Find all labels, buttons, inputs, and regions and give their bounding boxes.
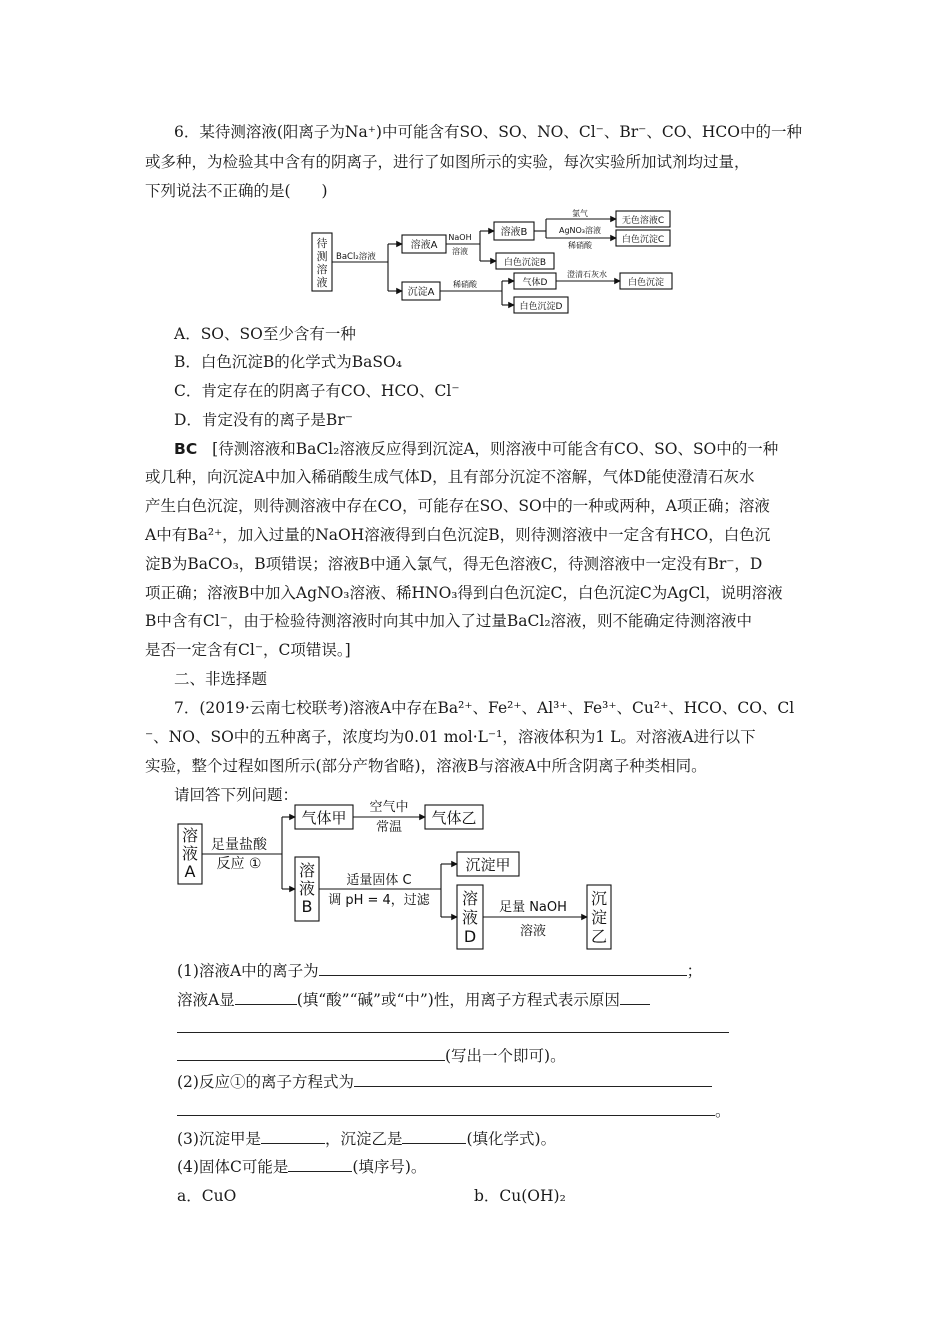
q7-sub1-line1: (1)溶液A中的离子为 ；	[177, 962, 703, 980]
q7-prompt: 请回答下列问题：	[174, 786, 299, 804]
q6-explanation-line7: B中含有Cl⁻，由于检验待测溶液时向其中加入了过量BaCl₂溶液，则不能确定待测溶液中	[145, 612, 753, 630]
start-char-2: 测	[316, 250, 328, 263]
reagent-hno3: 稀硝酸	[453, 280, 477, 289]
q7-stem-line2: ⁻、NO、SO中的五种离子，浓度均为0.01 mol·L⁻¹，溶液体积为1 L。对溶液A进行以下	[145, 728, 756, 746]
condition-room-temp: 常温	[375, 820, 403, 835]
box-solution-b: 溶液B	[500, 227, 528, 238]
q7-choice-a: a．CuO	[177, 1187, 237, 1205]
reagent-limewater: 澄清石灰水	[567, 270, 607, 279]
reagent-naoh-solution: 溶液	[452, 247, 468, 256]
sol-d-char-2: 液	[461, 908, 479, 927]
answer-blank-reason-start[interactable]	[620, 989, 650, 1005]
box-white-ppt-c: 白色沉淀C	[621, 235, 665, 245]
box-gas-jia: 气体甲	[301, 809, 347, 827]
reaction-one-label: 反应 ①	[216, 856, 262, 872]
q6-option-c: C．肯定存在的阴离子有CO、HCO、Cl⁻	[174, 382, 460, 400]
q7-choice-b: b．Cu(OH)₂	[474, 1187, 566, 1205]
answer-blank-equation-cont[interactable]	[177, 1100, 715, 1116]
q6-explanation-line8: 是否一定含有Cl⁻，C项错误。]	[145, 641, 351, 659]
q6-explanation-line6: 项正确；溶液B中加入AgNO₃溶液、稀HNO₃得到白色沉淀C，白色沉淀C为AgCl，说明溶液	[145, 584, 783, 602]
box-gas-d: 气体D	[522, 278, 548, 288]
q7-sub1-line2: 溶液A显 (填“酸”“碱”或“中”)性，用离子方程式表示原因	[177, 989, 650, 1011]
box-gas-yi: 气体乙	[431, 809, 477, 827]
start-char-4: 液	[316, 276, 328, 289]
box-ppt-jia: 沉淀甲	[465, 856, 511, 874]
q7-sub3: (3)沉淀甲是 ，沉淀乙是 (填化学式)。	[177, 1130, 557, 1148]
q6-flow-diagram	[300, 208, 710, 318]
answer-blank-reason-end[interactable]	[177, 1045, 445, 1061]
answer-blank-ppt-jia[interactable]	[261, 1128, 325, 1144]
box-colorless-c: 无色溶液C	[621, 216, 665, 226]
reagent-bacl2: BaCl₂溶液	[336, 252, 376, 262]
start-char-1: 待	[316, 237, 328, 250]
q6-explanation-line1: BC [待测溶液和BaCl₂溶液反应得到沉淀A，则溶液中可能含有CO、SO、SO中的一种	[174, 440, 779, 458]
sol-a-char-3: A	[184, 862, 196, 881]
answer-blank-reason[interactable]	[177, 1017, 729, 1033]
q7-sub1-line3	[177, 1017, 729, 1039]
ppt-yi-char-3: 乙	[590, 927, 608, 946]
start-char-3: 溶	[316, 263, 328, 276]
condition-air: 空气中	[369, 800, 409, 815]
q7-sub4: (4)固体C可能是 (填序号)。	[177, 1158, 427, 1176]
ppt-yi-char-2: 淀	[590, 908, 608, 927]
q6-option-d: D．肯定没有的离子是Br⁻	[174, 411, 353, 429]
answer-blank-ppt-yi[interactable]	[402, 1128, 466, 1144]
q6-explanation-line2: 或几种，向沉淀A中加入稀硝酸生成气体D，且有部分沉淀不溶解，气体D能使澄清石灰水	[145, 468, 755, 486]
q6-explanation-line5: 淀B为BaCO₃，B项错误；溶液B中通入氯气，得无色溶液C，待测溶液中一定没有Br⁻，D	[145, 555, 763, 573]
reagent-dilute-hno3: 稀硝酸	[568, 241, 592, 250]
q7-sub1-line4: (写出一个即可)。	[177, 1045, 566, 1067]
reagent-solid-c: 适量固体 C	[346, 873, 412, 888]
sol-a-char-1: 溶	[181, 826, 199, 845]
section-heading: 二、非选择题	[174, 670, 268, 688]
reagent-agno3: AgNO₃溶液	[558, 226, 602, 235]
q7-stem-line3: 实验，整个过程如图所示(部分产物省略)，溶液B与溶液A中所含阴离子种类相同。	[145, 757, 707, 775]
q7-sub2-line2: 。	[177, 1100, 731, 1122]
answer-label: BC	[174, 440, 198, 458]
box-solution-a: 溶液A	[410, 240, 438, 251]
q6-stem-line2: 或多种，为检验其中含有的阴离子，进行了如图所示的实验，每次实验所加试剂均过量，	[145, 153, 750, 171]
sol-b-char-2: 液	[298, 879, 316, 898]
reagent-naoh-solution: 溶液	[519, 924, 547, 939]
q7-sub2-line1: (2)反应①的离子方程式为	[177, 1071, 712, 1093]
answer-blank-ions[interactable]	[319, 960, 687, 976]
q6-explanation-line4: A中有Ba²⁺，加入过量的NaOH溶液得到白色沉淀B，则待测溶液中一定含有HCO，白色沉	[145, 526, 771, 544]
answer-blank-acidity[interactable]	[235, 989, 297, 1005]
sol-b-char-3: B	[301, 897, 313, 916]
box-precipitate-a: 沉淀A	[407, 287, 435, 298]
reagent-chlorine: 氯气	[572, 209, 588, 218]
box-white-ppt-b: 白色沉淀B	[503, 258, 547, 268]
reagent-hcl: 足量盐酸	[211, 837, 267, 853]
q6-explanation-line3: 产生白色沉淀，则待测溶液中存在CO，可能存在SO、SO中的一种或两种，A项正确；溶液	[145, 497, 770, 515]
q6-option-b: B．白色沉淀B的化学式为BaSO₄	[174, 353, 402, 371]
sol-d-char-1: 溶	[461, 889, 479, 908]
box-white-ppt-d: 白色沉淀D	[519, 302, 563, 312]
reagent-naoh: NaOH	[448, 233, 472, 242]
reagent-naoh: 足量 NaOH	[499, 900, 567, 915]
q6-stem-line1: 6．某待测溶液(阳离子为Na⁺)中可能含有SO、SO、NO、Cl⁻、Br⁻、CO、HCO中的一种	[174, 123, 802, 141]
q7-flow-diagram	[175, 797, 625, 955]
answer-blank-equation[interactable]	[354, 1071, 712, 1087]
q6-option-a: A．SO、SO至少含有一种	[174, 325, 356, 343]
sol-b-char-1: 溶	[298, 861, 316, 880]
q7-stem-line1: 7．(2019·云南七校联考)溶液A中存在Ba²⁺、Fe²⁺、Al³⁺、Fe³⁺、Cu²⁺、HCO、CO、Cl	[174, 699, 795, 717]
box-white-ppt: 白色沉淀	[627, 278, 665, 288]
condition-adjust-ph: 调 pH = 4，过滤	[328, 893, 430, 908]
sol-a-char-2: 液	[181, 844, 199, 863]
sol-d-char-3: D	[463, 927, 477, 946]
ppt-yi-char-1: 沉	[590, 889, 608, 908]
q6-stem-line3: 下列说法不正确的是( )	[145, 182, 328, 200]
answer-blank-solid-c[interactable]	[288, 1156, 352, 1172]
